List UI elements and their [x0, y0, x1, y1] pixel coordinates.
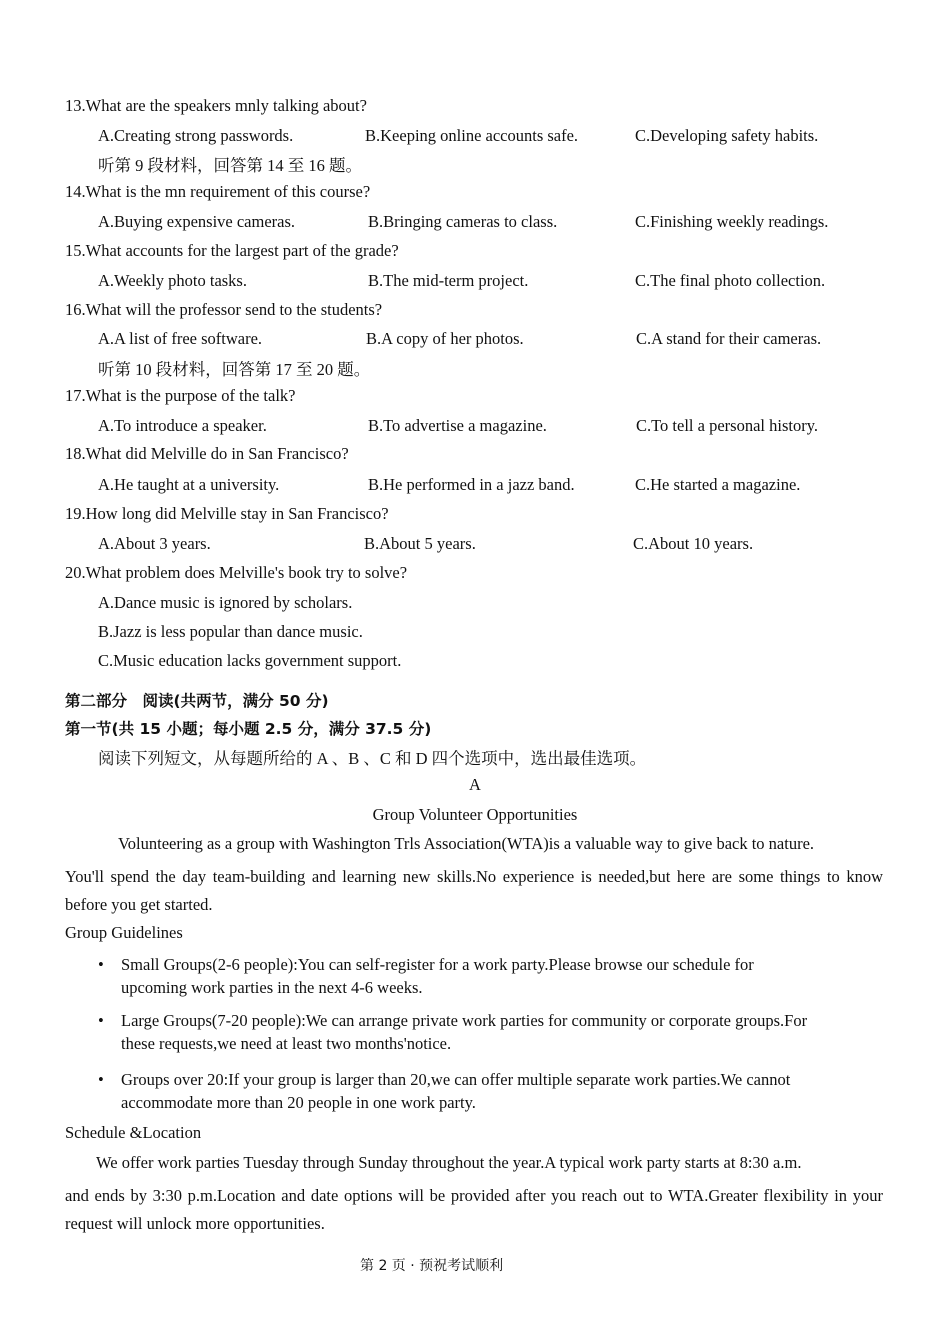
question-17: 17.What is the purpose of the talk?: [65, 386, 296, 405]
schedule-first-line: We offer work parties Tuesday through Sunday throughout the year.A typical work party starts at 8:30 a.m.: [96, 1153, 802, 1172]
option-20b: B.Jazz is less popular than dance music.: [98, 622, 363, 641]
option-16a: A.A list of free software.: [98, 329, 263, 348]
section1-heading: 第一节(共 15 小题；每小题 2.5 分，满分 37.5 分): [65, 720, 432, 738]
option-18c: C.He started a magazine.: [635, 475, 801, 494]
option-19c: C.About 10 years.: [633, 534, 754, 553]
passage-title: Group Volunteer Opportunities: [372, 805, 578, 824]
option-13c: C.Developing safety habits.: [635, 126, 819, 145]
option-17c: C.To tell a personal history.: [636, 416, 818, 435]
option-16b: B.A copy of her photos.: [366, 329, 524, 348]
option-16c: C.A stand for their cameras.: [636, 329, 822, 348]
schedule-rest: and ends by 3:30 p.m.Location and date options will be provided after you reach out to WTA.Greater flexibility in your request will unlock more opportunities.: [65, 1186, 883, 1233]
option-20c: C.Music education lacks government support.: [98, 651, 402, 670]
passage-letter: A: [469, 775, 481, 794]
guideline-large-groups: [98, 1009, 818, 1055]
reading-instructions: 阅读下列短文，从每题所给的 A 、B 、C 和 D 四个选项中，选出最佳选项。: [98, 749, 647, 768]
question-16: 16.What will the professor send to the students?: [65, 300, 383, 319]
option-17b: B.To advertise a magazine.: [368, 416, 547, 435]
guideline-text: Large Groups(7-20 people):We can arrange private work parties for community or corporate groups.For these requests,we need at least two months'notice.: [121, 1011, 808, 1053]
question-14: 14.What is the mn requirement of this course?: [65, 182, 371, 201]
passage-intro-first-line: Volunteering as a group with Washington Trls Association(WTA)is a valuable way to give back to nature.: [118, 834, 815, 853]
option-13b: B.Keeping online accounts safe.: [365, 126, 579, 145]
question-15: 15.What accounts for the largest part of the grade?: [65, 241, 399, 260]
bullet-icon: •: [98, 1070, 104, 1089]
option-15b: B.The mid-term project.: [368, 271, 529, 290]
question-20: 20.What problem does Melville's book try to solve?: [65, 563, 408, 582]
guideline-over-20: [98, 1068, 818, 1114]
part2-heading: 第二部分 阅读(共两节，满分 50 分): [65, 692, 329, 710]
option-18b: B.He performed in a jazz band.: [368, 475, 575, 494]
question-19: 19.How long did Melville stay in San Francisco?: [65, 504, 389, 523]
option-17a: A.To introduce a speaker.: [98, 416, 267, 435]
listening-note-9: 听第 9 段材料，回答第 14 至 16 题。: [98, 156, 362, 175]
option-19b: B.About 5 years.: [364, 534, 476, 553]
option-19a: A.About 3 years.: [98, 534, 211, 553]
schedule-heading: Schedule &Location: [65, 1123, 202, 1142]
option-14a: A.Buying expensive cameras.: [98, 212, 296, 231]
option-20a: A.Dance music is ignored by scholars.: [98, 593, 353, 612]
bullet-icon: •: [98, 955, 104, 974]
question-18: 18.What did Melville do in San Francisco?: [65, 444, 349, 463]
passage-intro-rest: You'll spend the day team-building and learning new skills.No experience is needed,but here are some things to know before you get started.: [65, 867, 883, 914]
guideline-text: Groups over 20:If your group is larger than 20,we can offer multiple separate work parties.We cannot accommodate more than 20 people in one work party.: [121, 1070, 791, 1112]
option-14c: C.Finishing weekly readings.: [635, 212, 829, 231]
listening-note-10: 听第 10 段材料，回答第 17 至 20 题。: [98, 360, 371, 379]
question-13: 13.What are the speakers mnly talking about?: [65, 96, 367, 115]
guidelines-heading: Group Guidelines: [65, 923, 183, 942]
option-15a: A.Weekly photo tasks.: [98, 271, 247, 290]
guideline-text: Small Groups(2-6 people):You can self-register for a work party.Please browse our schedule for upcoming work parties in the next 4-6 weeks.: [121, 955, 754, 997]
option-18a: A.He taught at a university.: [98, 475, 280, 494]
option-13a: A.Creating strong passwords.: [98, 126, 294, 145]
page-footer: 第 2 页 · 预祝考试顺利: [360, 1258, 504, 1274]
bullet-icon: •: [98, 1011, 104, 1030]
option-14b: B.Bringing cameras to class.: [368, 212, 558, 231]
option-15c: C.The final photo collection.: [635, 271, 826, 290]
guideline-small-groups: [98, 953, 818, 999]
